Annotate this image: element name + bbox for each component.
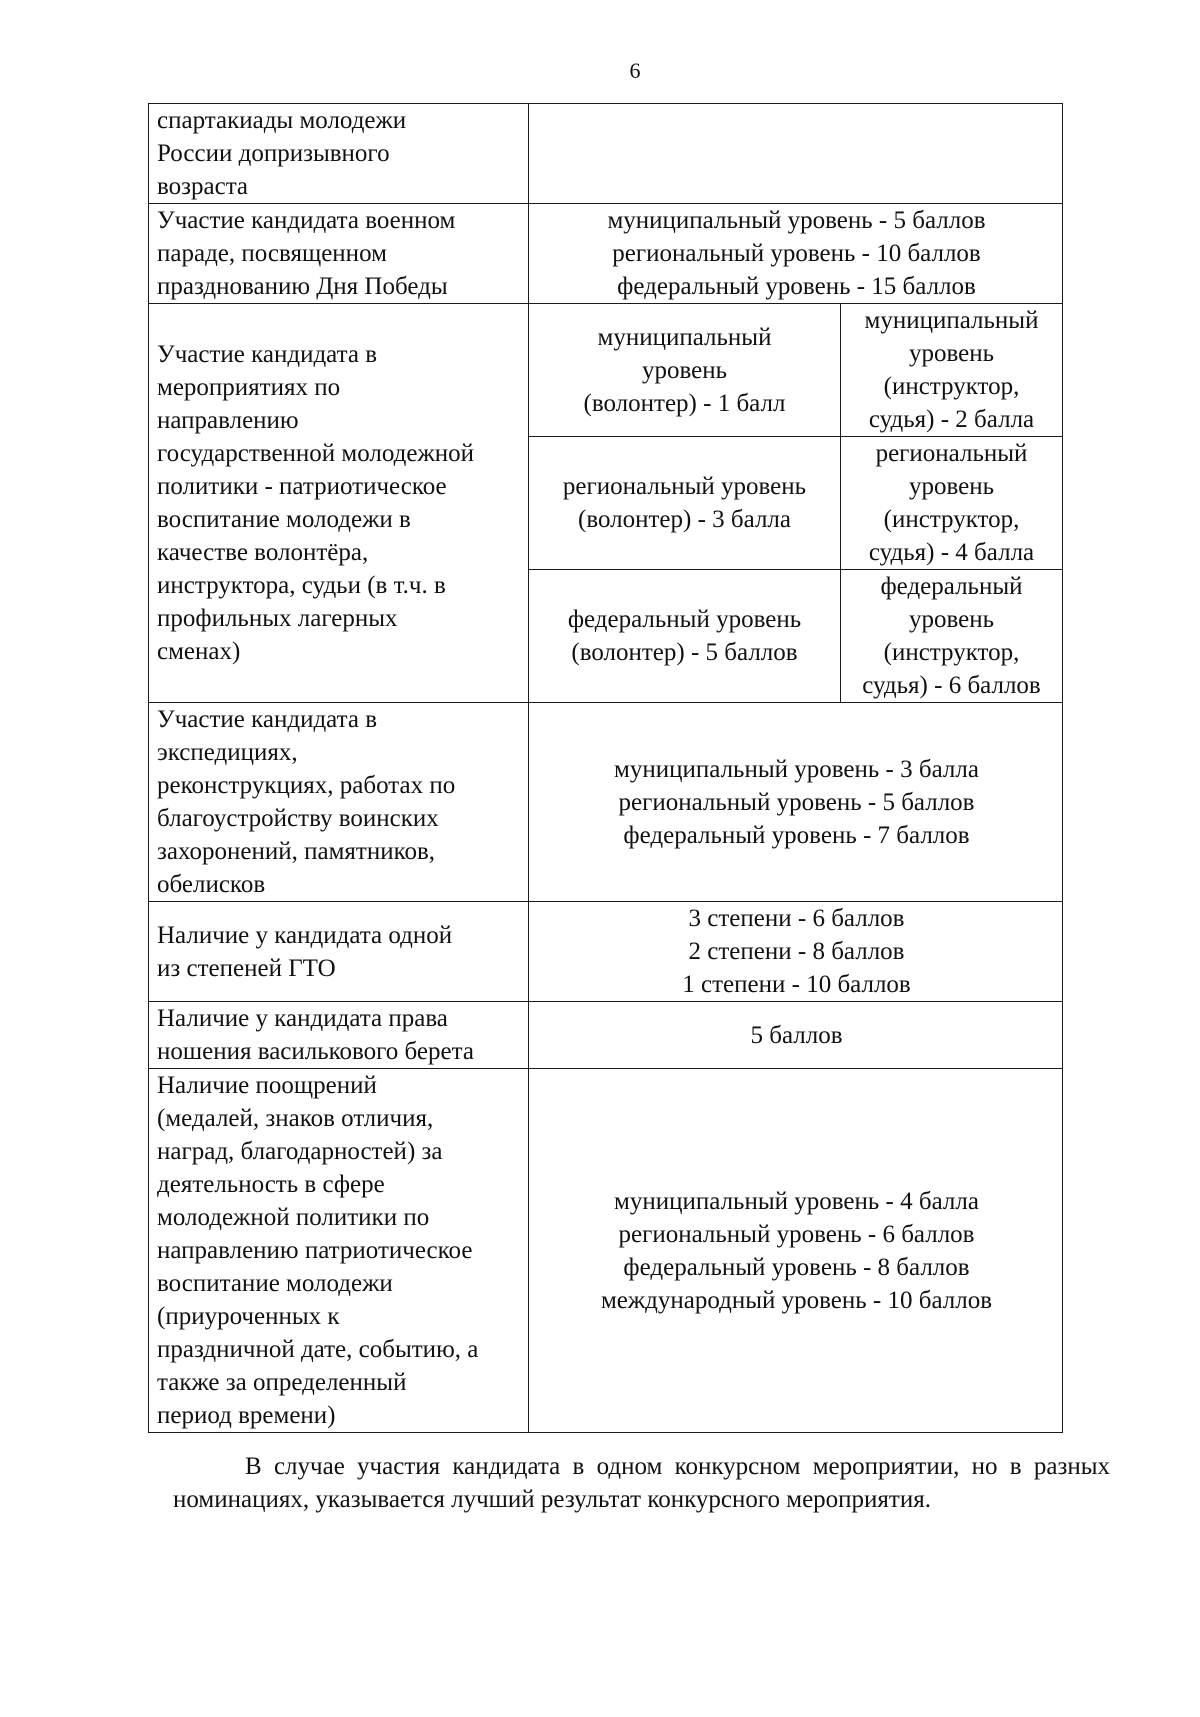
criterion-cell <box>149 1002 529 1069</box>
closing-paragraph: В случае участия кандидата в одном конкурсном мероприятии, но в разных номинациях, указывается лучший результат конкурсного мероприятия. <box>173 1453 1110 1513</box>
criterion-line: воспитание молодежи <box>157 1270 393 1297</box>
criterion-line: мероприятиях по <box>157 374 341 401</box>
criterion-line: экспедициях, <box>157 739 298 766</box>
criterion-line: Наличие поощрений <box>157 1072 377 1099</box>
criterion-line: также за определенный <box>157 1369 407 1396</box>
criterion-line: ношения василькового берета <box>157 1038 474 1065</box>
points-line: 1 степени - 10 баллов <box>682 971 911 998</box>
points-line: (инструктор, <box>883 506 1020 533</box>
table-row <box>149 902 1063 1002</box>
points-line: региональный уровень - 6 баллов <box>618 1220 975 1248</box>
instructor-points-cell <box>841 437 1063 570</box>
points-cell <box>529 204 1063 304</box>
points-line: федеральный уровень - 8 баллов <box>623 1253 970 1281</box>
criterion-line: параде, посвященном <box>157 240 387 267</box>
points-line: 2 степени - 8 баллов <box>688 938 905 965</box>
points-line: судья) - 4 балла <box>868 539 1035 566</box>
points-line: региональный уровень - 10 баллов <box>612 240 981 267</box>
criterion-line: возраста <box>157 173 249 200</box>
points-line: уровень <box>908 473 995 500</box>
criterion-line: праздничной дате, событию, а <box>157 1336 479 1363</box>
criterion-line: деятельность в сфере <box>157 1171 385 1198</box>
criterion-line: направлению <box>157 407 299 434</box>
criterion-line: Участие кандидата в <box>157 706 378 733</box>
table-row <box>149 703 1063 902</box>
criterion-line: направлению патриотическое <box>157 1237 473 1264</box>
criterion-cell <box>149 204 529 304</box>
scoring-table <box>148 103 1063 1433</box>
criterion-cell <box>149 1069 529 1433</box>
table-row <box>149 104 1063 204</box>
criterion-line: наград, благодарностей) за <box>157 1138 443 1165</box>
table-row <box>149 304 1063 437</box>
points-line: (волонтер) - 3 балла <box>578 506 791 533</box>
criterion-line: реконструкциях, работах по <box>157 772 456 799</box>
points-line: федеральный уровень - 15 баллов <box>617 273 976 300</box>
points-line: (инструктор, <box>883 373 1020 400</box>
criterion-line: благоустройству воинских <box>157 805 439 832</box>
table-row <box>149 1002 1063 1069</box>
points-line: федеральный уровень - 7 баллов <box>623 821 970 849</box>
points-line: международный уровень - 10 баллов <box>600 1286 993 1314</box>
criterion-line: празднованию Дня Победы <box>157 273 448 300</box>
points-line: судья) - 6 баллов <box>862 672 1041 699</box>
criterion-line: воспитание молодежи в <box>157 506 411 533</box>
points-line: уровень <box>908 340 995 367</box>
points-cell <box>529 104 1063 204</box>
points-line: муниципальный уровень - 5 баллов <box>607 207 986 234</box>
points-line: региональный уровень - 5 баллов <box>618 788 975 816</box>
points-line: федеральный уровень <box>567 606 802 633</box>
criterion-line: спартакиады молодежи <box>157 107 407 134</box>
criterion-line: сменах) <box>157 638 241 665</box>
volunteer-points-cell <box>529 304 841 437</box>
points-line: 5 баллов <box>750 1021 843 1049</box>
criterion-line: Наличие у кандидата права <box>157 1005 448 1032</box>
instructor-points-cell <box>841 304 1063 437</box>
volunteer-points-cell <box>529 570 841 703</box>
points-line: муниципальный <box>864 307 1039 334</box>
criterion-cell <box>149 304 529 703</box>
points-line: федеральный <box>880 573 1023 600</box>
criterion-line: (приуроченных к <box>157 1303 340 1330</box>
instructor-points-cell <box>841 570 1063 703</box>
points-cell <box>529 902 1063 1002</box>
criterion-cell <box>149 703 529 902</box>
criterion-line: Участие кандидата военном <box>157 207 456 234</box>
points-line: муниципальный уровень - 4 балла <box>614 1187 979 1215</box>
points-line: (волонтер) - 1 балл <box>583 389 786 417</box>
criterion-line: Участие кандидата в <box>157 341 378 368</box>
criterion-line: России допризывного <box>157 140 390 167</box>
points-line: уровень <box>641 356 728 384</box>
points-line: региональный уровень <box>562 473 807 500</box>
points-line: муниципальный <box>597 323 772 351</box>
criterion-cell <box>149 902 529 1002</box>
points-line: (инструктор, <box>883 639 1020 666</box>
criterion-line: государственной молодежной <box>157 440 475 467</box>
page-number: 6 <box>629 58 641 83</box>
criterion-line: из степеней ГТО <box>157 954 336 982</box>
points-cell <box>529 703 1063 902</box>
points-line: (волонтер) - 5 баллов <box>571 639 798 666</box>
criterion-line: политики - патриотическое <box>157 473 447 500</box>
table-row <box>149 204 1063 304</box>
points-cell <box>529 1002 1063 1069</box>
criterion-line: (медалей, знаков отличия, <box>157 1105 434 1132</box>
points-line: 3 степени - 6 баллов <box>688 905 905 932</box>
criterion-line: обелисков <box>157 871 266 898</box>
criterion-line: захоронений, памятников, <box>157 838 436 865</box>
points-line: уровень <box>908 606 995 633</box>
criterion-line: качестве волонтёра, <box>157 539 369 566</box>
table-row <box>149 1069 1063 1433</box>
criterion-cell <box>149 104 529 204</box>
criterion-line: профильных лагерных <box>157 605 398 632</box>
points-cell <box>529 1069 1063 1433</box>
points-line: региональный <box>875 440 1028 467</box>
points-line: судья) - 2 балла <box>868 406 1035 433</box>
criterion-line: Наличие у кандидата одной <box>157 921 453 949</box>
criterion-line: период времени) <box>157 1402 336 1429</box>
volunteer-points-cell <box>529 437 841 570</box>
criterion-line: молодежной политики по <box>157 1204 430 1231</box>
points-line: муниципальный уровень - 3 балла <box>614 755 979 783</box>
criterion-line: инструктора, судьи (в т.ч. в <box>157 572 446 599</box>
